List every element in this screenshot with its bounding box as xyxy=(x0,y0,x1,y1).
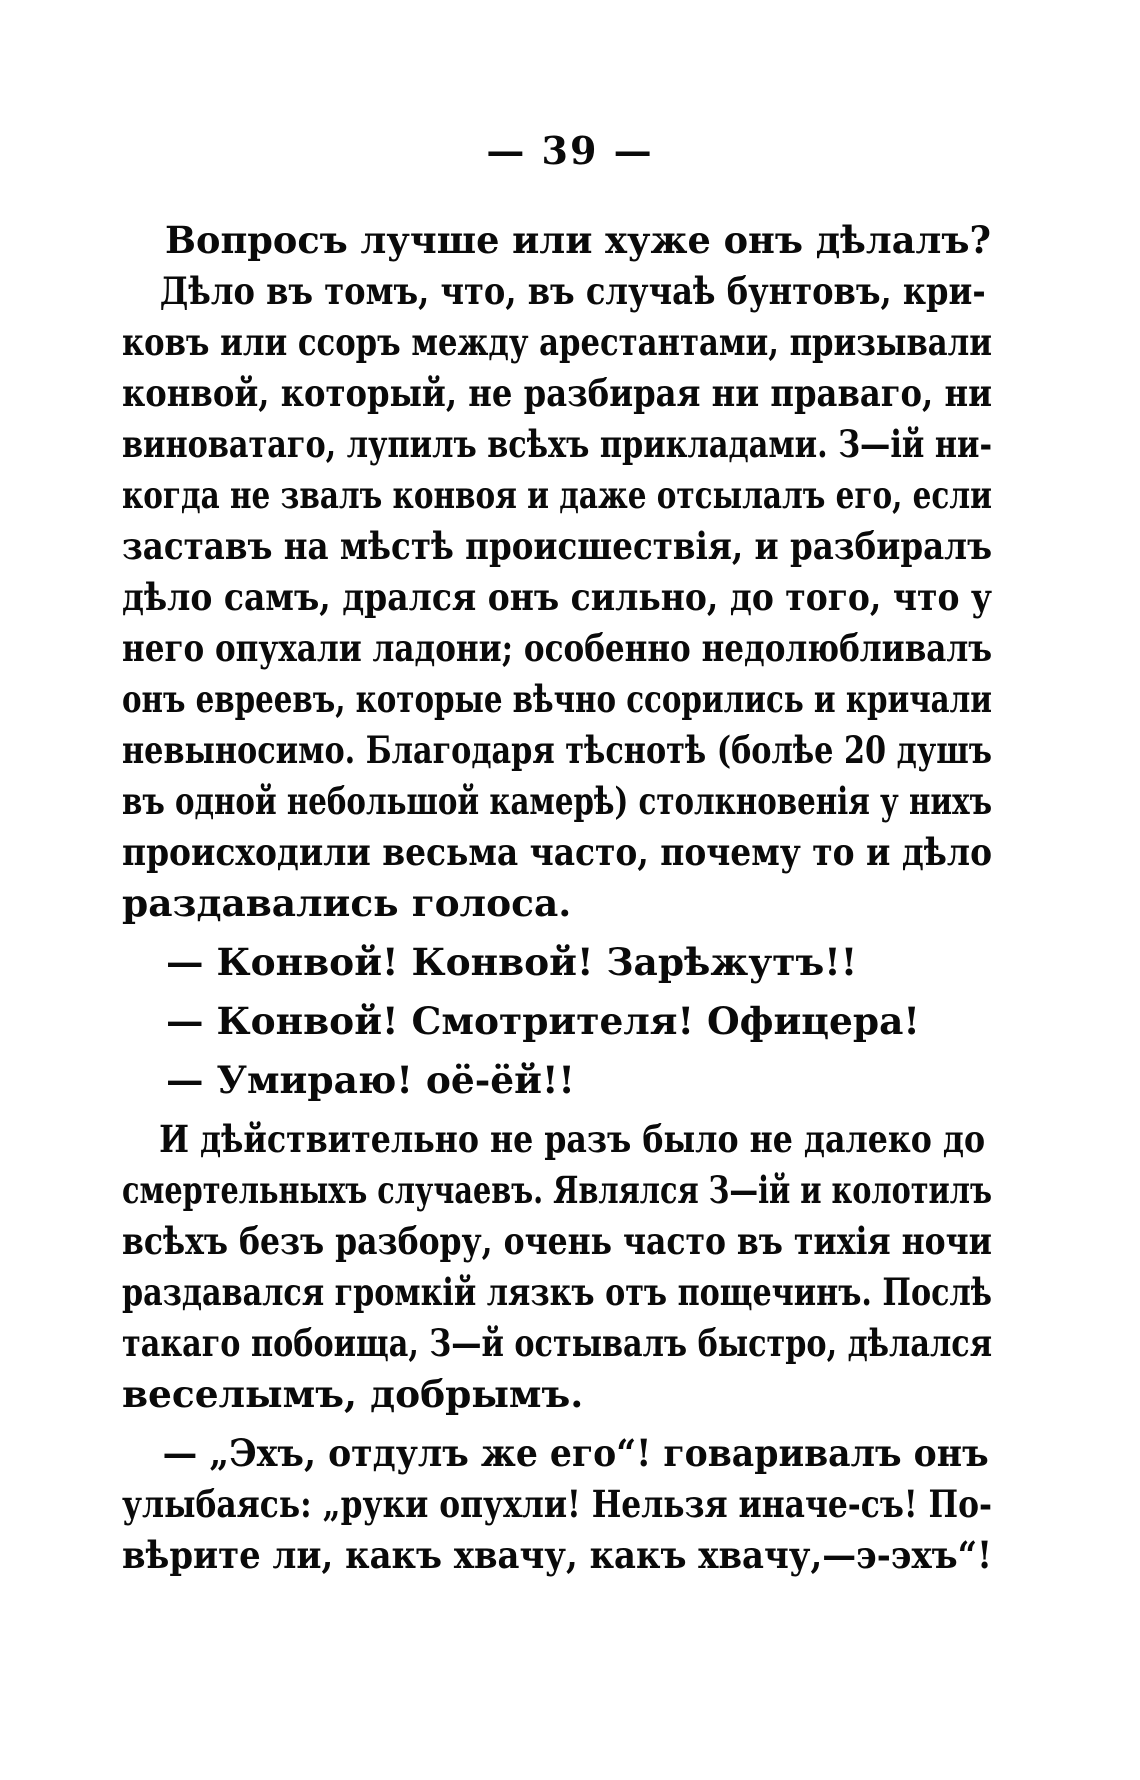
text-line: раздавались голоса. xyxy=(122,881,572,925)
body-text xyxy=(122,215,992,1581)
text-line: — „Эхъ, отдулъ же его“! говаривалъ онъ xyxy=(162,1431,989,1475)
page-number: — 39 — xyxy=(486,128,654,173)
text-line: всѣхъ безъ разбору, очень часто въ тихія ночи xyxy=(122,1219,992,1263)
text-line: виноватаго, лупилъ всѣхъ прикладами. З—ій ни- xyxy=(122,422,993,466)
text-line: когда не звалъ конвоя и даже отсылалъ его, если xyxy=(122,473,992,517)
text-line: — Конвой! Конвой! Зарѣжутъ!! xyxy=(166,940,858,984)
text-line: смертельныхъ случаевъ. Являлся З—ій и колотилъ xyxy=(122,1168,993,1212)
text-line: — Умираю! оё-ёй!! xyxy=(166,1058,575,1102)
text-line: раздавался громкій лязкъ отъ пощечинъ. Послѣ xyxy=(122,1270,992,1314)
text-line: въ одной небольшой камерѣ) столкновенія у нихъ xyxy=(122,779,993,823)
text-line: веселымъ, добрымъ. xyxy=(122,1372,584,1416)
text-line: дѣло самъ, дрался онъ сильно, до того, что у xyxy=(122,575,993,619)
text-line: заставъ на мѣстѣ происшествія, и разбиралъ xyxy=(122,524,993,568)
text-line: — Конвой! Смотрителя! Офицера! xyxy=(166,999,920,1043)
text-line: Дѣло въ томъ, что, въ случаѣ бунтовъ, кри- xyxy=(159,269,986,313)
text-line: онъ евреевъ, которые вѣчно ссорились и кричали xyxy=(122,677,992,721)
text-line: происходили весьма часто, почему то и дѣло xyxy=(122,830,993,874)
text-line: Вопросъ лучше или хуже онъ дѣлалъ? xyxy=(165,218,991,262)
text-line: вѣрите ли, какъ хвачу, какъ хвачу,—э-эхъ“! xyxy=(122,1533,992,1577)
text-line: такаго побоища, З—й остывалъ быстро, дѣлался xyxy=(122,1321,993,1365)
text-line: И дѣйствительно не разъ было не далеко до xyxy=(159,1117,986,1161)
text-line: невыносимо. Благодаря тѣснотѣ (болѣе 20 душъ xyxy=(122,728,993,772)
text-line: улыбаясь: „руки опухли! Нельзя иначе-съ! По- xyxy=(122,1482,992,1526)
text-line: него опухали ладони; особенно недолюбливалъ xyxy=(122,626,993,670)
text-line: конвой, который, не разбирая ни праваго, ни xyxy=(122,371,993,415)
text-line: ковъ или ссоръ между арестантами, призывали xyxy=(122,320,993,364)
